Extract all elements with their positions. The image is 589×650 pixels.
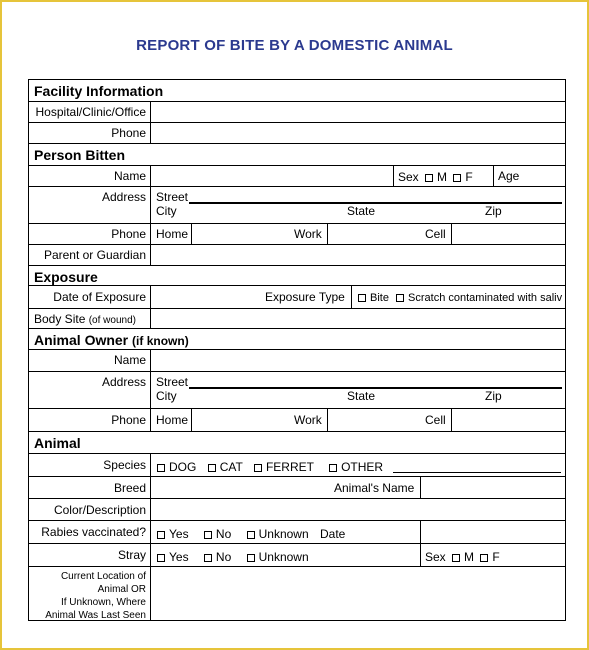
color-label: Color/Description <box>29 499 151 520</box>
species-cat-checkbox[interactable] <box>208 464 216 472</box>
species-label: Species <box>29 454 151 476</box>
animal-sex-m-label: M <box>464 550 475 564</box>
stray-yes-label: Yes <box>169 550 189 564</box>
person-street-label: Street <box>156 190 189 204</box>
owner-state-label: State <box>347 389 376 403</box>
person-cell-label: Cell <box>425 227 446 241</box>
rabies-yes-checkbox[interactable] <box>157 531 165 539</box>
color-field[interactable] <box>151 499 565 520</box>
owner-zip-label: Zip <box>485 389 502 403</box>
rabies-no-checkbox[interactable] <box>204 531 212 539</box>
animal-sex-f-checkbox[interactable] <box>480 554 488 562</box>
owner-section-header <box>29 329 565 350</box>
person-sex-m-label: M <box>437 170 448 184</box>
form-title: REPORT OF BITE BY A DOMESTIC ANIMAL <box>136 37 453 54</box>
location-line-2: Animal OR <box>97 584 146 595</box>
person-phone-label: Phone <box>29 224 151 244</box>
rabies-unknown-label: Unknown <box>258 527 309 541</box>
rabies-label: Rabies vaccinated? <box>29 521 151 543</box>
location-line-3: If Unknown, Where <box>60 597 146 608</box>
species-dog-checkbox[interactable] <box>157 464 165 472</box>
rabies-date-label: Date <box>319 527 346 541</box>
animal-sex-m-checkbox[interactable] <box>452 554 460 562</box>
color-row <box>29 499 565 521</box>
person-zip-label: Zip <box>485 204 502 218</box>
owner-home-label: Home <box>156 413 189 427</box>
exposure-heading: Exposure <box>34 269 98 285</box>
rabies-date-field[interactable] <box>421 521 565 543</box>
person-age-field[interactable] <box>529 166 565 186</box>
owner-street-label: Street <box>156 375 189 389</box>
owner-heading-note: (if known) <box>132 334 189 348</box>
facility-phone-field[interactable] <box>151 123 565 143</box>
person-name-field[interactable] <box>151 166 393 186</box>
person-sex-f-checkbox[interactable] <box>453 174 461 182</box>
owner-address-row <box>29 372 565 409</box>
rabies-no-label: No <box>215 527 232 541</box>
person-address-row <box>29 187 565 224</box>
species-other-label: OTHER <box>341 460 384 474</box>
bite-checkbox[interactable] <box>358 294 366 302</box>
owner-name-label: Name <box>29 350 151 371</box>
owner-address-label: Address <box>29 372 151 408</box>
rabies-unknown-checkbox[interactable] <box>247 531 255 539</box>
bite-label: Bite <box>370 292 389 304</box>
body-site-field[interactable] <box>151 309 565 328</box>
person-home-label: Home <box>156 227 189 241</box>
person-work-label: Work <box>294 227 322 241</box>
stray-unknown-label: Unknown <box>258 550 309 564</box>
rabies-options <box>157 527 345 541</box>
person-sex-group <box>398 170 473 184</box>
owner-heading: Animal Owner <box>34 332 129 348</box>
body-site-label-cell <box>29 309 151 328</box>
facility-phone-row <box>29 123 565 144</box>
stray-yes-checkbox[interactable] <box>157 554 165 562</box>
breed-row <box>29 477 565 499</box>
exposure-date-label: Date of Exposure <box>29 286 151 308</box>
owner-cell-label: Cell <box>425 413 446 427</box>
species-row <box>29 454 565 477</box>
location-field[interactable] <box>151 567 565 621</box>
person-city-label: City <box>156 204 177 218</box>
scratch-checkbox[interactable] <box>396 294 404 302</box>
rabies-yes-label: Yes <box>169 527 189 541</box>
owner-city-label: City <box>156 389 177 403</box>
body-site-label: Body Site <box>34 312 86 326</box>
body-site-note: (of wound) <box>88 315 136 326</box>
animal-name-field[interactable] <box>421 477 565 498</box>
species-ferret-checkbox[interactable] <box>254 464 262 472</box>
animal-sex-f-label: F <box>492 550 500 564</box>
owner-phone-row <box>29 409 565 432</box>
person-name-row <box>29 166 565 187</box>
location-line-4: Animal Was Last Seen <box>45 610 146 621</box>
owner-street-field[interactable] <box>189 387 562 389</box>
person-sex-label: Sex <box>398 170 419 184</box>
exposure-type-label: Exposure Type <box>265 290 345 304</box>
exposure-section-header <box>29 266 565 286</box>
stray-options <box>157 550 309 564</box>
person-sex-f-label: F <box>465 170 473 184</box>
species-ferret-label: FERRET <box>265 460 314 474</box>
owner-phone-label: Phone <box>29 409 151 431</box>
person-sex-m-checkbox[interactable] <box>425 174 433 182</box>
scratch-label: Scratch contaminated with saliv <box>408 292 563 304</box>
species-options <box>157 460 383 474</box>
owner-name-row <box>29 350 565 372</box>
animal-name-label: Animal's Name <box>334 481 415 495</box>
person-heading: Person Bitten <box>34 147 126 163</box>
location-row <box>29 567 565 621</box>
animal-heading: Animal <box>34 435 81 451</box>
animal-sex-label: Sex <box>425 550 446 564</box>
person-name-label: Name <box>29 166 151 186</box>
breed-label: Breed <box>29 477 151 498</box>
guardian-field[interactable] <box>151 245 565 265</box>
bite-report-form <box>28 79 566 621</box>
owner-work-label: Work <box>294 413 322 427</box>
person-age-label: Age <box>498 169 520 183</box>
hospital-label: Hospital/Clinic/Office <box>29 102 151 122</box>
species-cat-label: CAT <box>219 460 243 474</box>
person-street-field[interactable] <box>189 202 562 204</box>
facility-phone-label: Phone <box>29 123 151 143</box>
guardian-row <box>29 245 565 266</box>
guardian-label: Parent or Guardian <box>29 245 151 265</box>
person-section-header <box>29 144 565 166</box>
facility-section-header <box>29 80 565 102</box>
breed-field[interactable] <box>151 477 351 498</box>
stray-unknown-checkbox[interactable] <box>247 554 255 562</box>
exposure-type-options <box>358 292 562 304</box>
location-line-1: Current Location of <box>60 571 146 582</box>
body-site-row <box>29 309 565 329</box>
facility-heading: Facility Information <box>34 83 164 99</box>
exposure-date-row <box>29 286 565 309</box>
hospital-field[interactable] <box>151 102 565 122</box>
person-phone-row <box>29 224 565 245</box>
person-state-label: State <box>347 204 376 218</box>
person-address-label: Address <box>29 187 151 223</box>
rabies-row <box>29 521 565 544</box>
hospital-row <box>29 102 565 123</box>
animal-sex-group <box>425 550 500 564</box>
species-other-field[interactable] <box>393 472 561 473</box>
species-dog-label: DOG <box>169 460 197 474</box>
species-other-checkbox[interactable] <box>329 464 337 472</box>
stray-label: Stray <box>29 544 151 566</box>
stray-no-checkbox[interactable] <box>204 554 212 562</box>
stray-row <box>29 544 565 567</box>
location-label <box>29 567 151 621</box>
stray-no-label: No <box>215 550 232 564</box>
owner-name-field[interactable] <box>151 350 565 371</box>
animal-section-header <box>29 432 565 454</box>
